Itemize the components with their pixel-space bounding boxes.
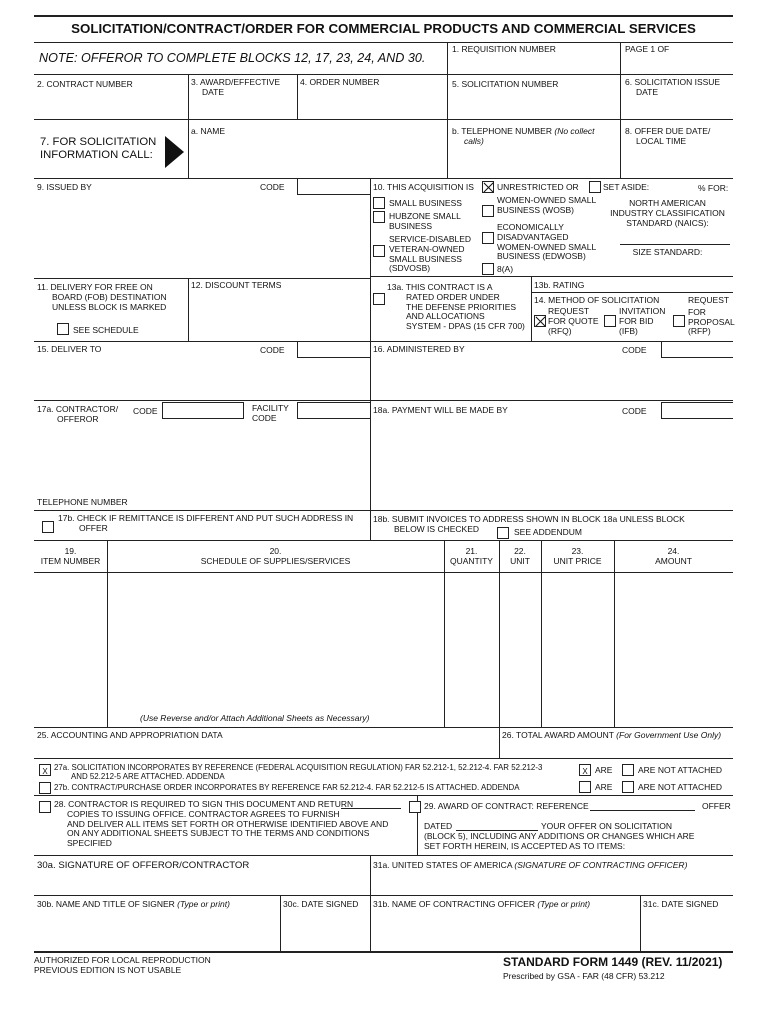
block-28-label: 28. CONTRACTOR IS REQUIRED TO SIGN THIS DOCUMENT AND RETURN COPIES TO ISSUING OFFICE. CONTRACTOR AGREES TO FURNISH AND DELIVER ALL ITEMS SET FORTH OR OTHERWISE IDENTIFIED ABOVE AND ON ANY ADDITIONAL SHEETS SUBJECT TO THE TERMS AND CONDITIONS SPECIFIED bbox=[54, 799, 389, 849]
block-29-text: (BLOCK 5), INCLUDING ANY ADDITIONS OR CHANGES WHICH ARE SET FORTH HEREIN, IS ACCEPTED AS TO ITEMS: bbox=[424, 831, 695, 851]
block-11-label: 11. DELIVERY FOR FREE ON BOARD (FOB) DESTINATION UNLESS BLOCK IS MARKED bbox=[37, 282, 167, 312]
block-13a-label: 13a. THIS CONTRACT IS A RATED ORDER UNDER THE DEFENSE PRIORITIES AND ALLOCATIONS SYSTEM - DPAS (15 CFR 700) bbox=[387, 282, 525, 332]
col-unit-price: 23. UNIT PRICE bbox=[553, 546, 602, 566]
size-standard-label: SIZE STANDARD: bbox=[632, 247, 703, 257]
rfp-checkbox[interactable] bbox=[673, 315, 685, 327]
offeror-note: NOTE: OFFEROR TO COMPLETE BLOCKS 12, 17, 23, 24, AND 30. bbox=[39, 51, 426, 65]
page-label: PAGE 1 OF bbox=[625, 44, 670, 54]
wosb-label: WOMEN-OWNED SMALL BUSINESS (WOSB) bbox=[497, 195, 597, 215]
block-16-code-label: CODE bbox=[622, 345, 647, 355]
block-18a-code-label: CODE bbox=[622, 406, 647, 416]
block-9-label: 9. ISSUED BY bbox=[37, 182, 92, 192]
block-2-label: 2. CONTRACT NUMBER bbox=[37, 79, 133, 89]
small-business-label: SMALL BUSINESS bbox=[389, 198, 462, 208]
offer-label: OFFER bbox=[702, 801, 731, 811]
edwosb-label: ECONOMICALLY DISADVANTAGED WOMEN-OWNED SMALL BUSINESS (EDWOSB) bbox=[497, 222, 597, 262]
prescribed-by: Prescribed by GSA - FAR (48 CFR) 53.212 bbox=[503, 971, 665, 981]
27b-are-not-label: ARE NOT ATTACHED bbox=[638, 782, 723, 792]
block-15-code-label: CODE bbox=[260, 345, 285, 355]
col-unit: 22. UNIT bbox=[510, 546, 530, 566]
facility-code-label: FACILITY CODE bbox=[252, 403, 289, 423]
27a-are-checkbox[interactable]: X bbox=[579, 764, 591, 776]
27a-are-not-label: ARE NOT ATTACHED bbox=[638, 765, 723, 775]
unrestricted-checkbox[interactable] bbox=[482, 181, 494, 193]
col-item-number: 19. ITEM NUMBER bbox=[40, 546, 101, 566]
col-amount: 24. AMOUNT bbox=[655, 546, 692, 566]
27b-checkbox[interactable] bbox=[39, 782, 51, 794]
block-29-checkbox[interactable] bbox=[409, 801, 421, 813]
block-30b-label: 30b. NAME AND TITLE OF SIGNER (Type or print) bbox=[37, 899, 230, 909]
block-17a-label: 17a. CONTRACTOR/ OFFEROR bbox=[37, 404, 119, 424]
telephone-label: TELEPHONE NUMBER bbox=[37, 497, 128, 507]
standard-form-number: STANDARD FORM 1449 (REV. 11/2021) bbox=[503, 955, 723, 969]
block-28-checkbox[interactable] bbox=[39, 801, 51, 813]
block-12-label: 12. DISCOUNT TERMS bbox=[191, 280, 282, 290]
edwosb-checkbox[interactable] bbox=[482, 232, 494, 244]
arrow-right-icon bbox=[165, 136, 184, 168]
rfp-label: REQUEST FOR PROPOSAL (RFP) bbox=[688, 295, 735, 337]
hubzone-label: HUBZONE SMALL BUSINESS bbox=[389, 211, 461, 231]
sdvosb-label: SERVICE-DISABLED VETERAN-OWNED SMALL BUSINESS (SDVOSB) bbox=[389, 234, 472, 274]
block-17a-code-label: CODE bbox=[133, 406, 158, 416]
block-25-label: 25. ACCOUNTING AND APPROPRIATION DATA bbox=[37, 730, 223, 740]
ifb-label: INVITATION FOR BID (IFB) bbox=[619, 306, 666, 336]
block-7a-label: a. NAME bbox=[191, 126, 226, 136]
block-7-label: 7. FOR SOLICITATION INFORMATION CALL: bbox=[40, 136, 157, 161]
set-aside-checkbox[interactable] bbox=[589, 181, 601, 193]
27b-are-not-checkbox[interactable] bbox=[622, 781, 634, 793]
block-10-label: 10. THIS ACQUISITION IS bbox=[373, 182, 474, 192]
rfq-label: REQUEST FOR QUOTE (RFQ) bbox=[548, 306, 599, 336]
block-18b-label: 18b. SUBMIT INVOICES TO ADDRESS SHOWN IN BLOCK 18a UNLESS BLOCK BELOW IS CHECKED bbox=[373, 514, 685, 534]
block-27b-label: 27b. CONTRACT/PURCHASE ORDER INCORPORATES BY REFERENCE FAR 52.212-4. FAR 52.212-5 IS ATTACHED. ADDENDA bbox=[54, 783, 520, 792]
use-reverse-note: (Use Reverse and/or Attach Additional Sheets as Necessary) bbox=[140, 713, 370, 723]
block-14-label: 14. METHOD OF SOLICITATION bbox=[534, 295, 660, 305]
form-title: SOLICITATION/CONTRACT/ORDER FOR COMMERCIAL PRODUCTS AND COMMERCIAL SERVICES bbox=[71, 21, 696, 36]
block-31a-label: 31a. UNITED STATES OF AMERICA (SIGNATURE OF CONTRACTING OFFICER) bbox=[373, 860, 688, 870]
col-quantity: 21. QUANTITY bbox=[450, 546, 493, 566]
block-3-label: 3. AWARD/EFFECTIVE DATE bbox=[191, 77, 281, 97]
dpas-checkbox[interactable] bbox=[373, 293, 385, 305]
hubzone-checkbox[interactable] bbox=[373, 211, 385, 223]
27b-are-label: ARE bbox=[595, 782, 613, 792]
see-schedule-label: SEE SCHEDULE bbox=[73, 325, 139, 335]
block-13b-label: 13b. RATING bbox=[534, 280, 585, 290]
block-6-label: 6. SOLICITATION ISSUE DATE bbox=[625, 77, 721, 97]
block-8-label: 8. OFFER DUE DATE/ LOCAL TIME bbox=[625, 126, 711, 146]
your-offer-label: YOUR OFFER ON SOLICITATION bbox=[541, 821, 672, 831]
27a-are-label: ARE bbox=[595, 765, 613, 775]
27a-are-not-checkbox[interactable] bbox=[622, 764, 634, 776]
small-business-checkbox[interactable] bbox=[373, 197, 385, 209]
block-15-label: 15. DELIVER TO bbox=[37, 344, 102, 354]
rfq-checkbox[interactable] bbox=[534, 315, 546, 327]
8a-checkbox[interactable] bbox=[482, 263, 494, 275]
block-16-label: 16. ADMINISTERED BY bbox=[373, 344, 465, 354]
set-aside-label: SET ASIDE: bbox=[603, 182, 650, 192]
block-27a-label: 27a. SOLICITATION INCORPORATES BY REFERENCE (FEDERAL ACQUISITION REGULATION) FAR 52.212-1, 52.212-4. FAR 52.212-3 AND 52.212-5 ARE ATTACHED. ADDENDA bbox=[54, 763, 543, 782]
col-schedule: 20. SCHEDULE OF SUPPLIES/SERVICES bbox=[200, 546, 351, 566]
block-1-label: 1. REQUISITION NUMBER bbox=[452, 44, 556, 54]
27b-are-checkbox[interactable] bbox=[579, 781, 591, 793]
percent-for-label: % FOR: bbox=[698, 183, 729, 193]
remittance-checkbox[interactable] bbox=[42, 521, 54, 533]
see-addendum-checkbox[interactable] bbox=[497, 527, 509, 539]
block-4-label: 4. ORDER NUMBER bbox=[300, 77, 380, 87]
block-7b-label: b. TELEPHONE NUMBER (No collect calls) bbox=[452, 126, 595, 146]
27a-checkbox[interactable]: X bbox=[39, 764, 51, 776]
block-31c-label: 31c. DATE SIGNED bbox=[643, 899, 719, 909]
see-addendum-label: SEE ADDENDUM bbox=[514, 527, 583, 537]
sdvosb-checkbox[interactable] bbox=[373, 245, 385, 257]
block-26-label: 26. TOTAL AWARD AMOUNT (For Government Use Only) bbox=[502, 730, 722, 740]
block-17b-label: 17b. CHECK IF REMITTANCE IS DIFFERENT AND PUT SUCH ADDRESS IN OFFER bbox=[58, 513, 354, 533]
block-29-label: 29. AWARD OF CONTRACT: REFERENCE bbox=[424, 801, 589, 811]
footer-reproduction-note: AUTHORIZED FOR LOCAL REPRODUCTION PREVIOUS EDITION IS NOT USABLE bbox=[34, 955, 211, 975]
block-18a-label: 18a. PAYMENT WILL BE MADE BY bbox=[373, 405, 508, 415]
ifb-checkbox[interactable] bbox=[604, 315, 616, 327]
block-30a-label: 30a. SIGNATURE OF OFFEROR/CONTRACTOR bbox=[37, 860, 250, 871]
wosb-checkbox[interactable] bbox=[482, 205, 494, 217]
block-31b-label: 31b. NAME OF CONTRACTING OFFICER (Type or print) bbox=[373, 899, 591, 909]
dated-label: DATED bbox=[424, 821, 453, 831]
block-9-code-label: CODE bbox=[260, 182, 285, 192]
block-5-label: 5. SOLICITATION NUMBER bbox=[452, 79, 559, 89]
block-30c-label: 30c. DATE SIGNED bbox=[283, 899, 359, 909]
unrestricted-label: UNRESTRICTED OR bbox=[497, 182, 579, 192]
naics-label: NORTH AMERICAN INDUSTRY CLASSIFICATION STANDARD (NAICS): bbox=[610, 198, 725, 228]
see-schedule-checkbox[interactable] bbox=[57, 323, 69, 335]
8a-label: 8(A) bbox=[497, 264, 514, 274]
